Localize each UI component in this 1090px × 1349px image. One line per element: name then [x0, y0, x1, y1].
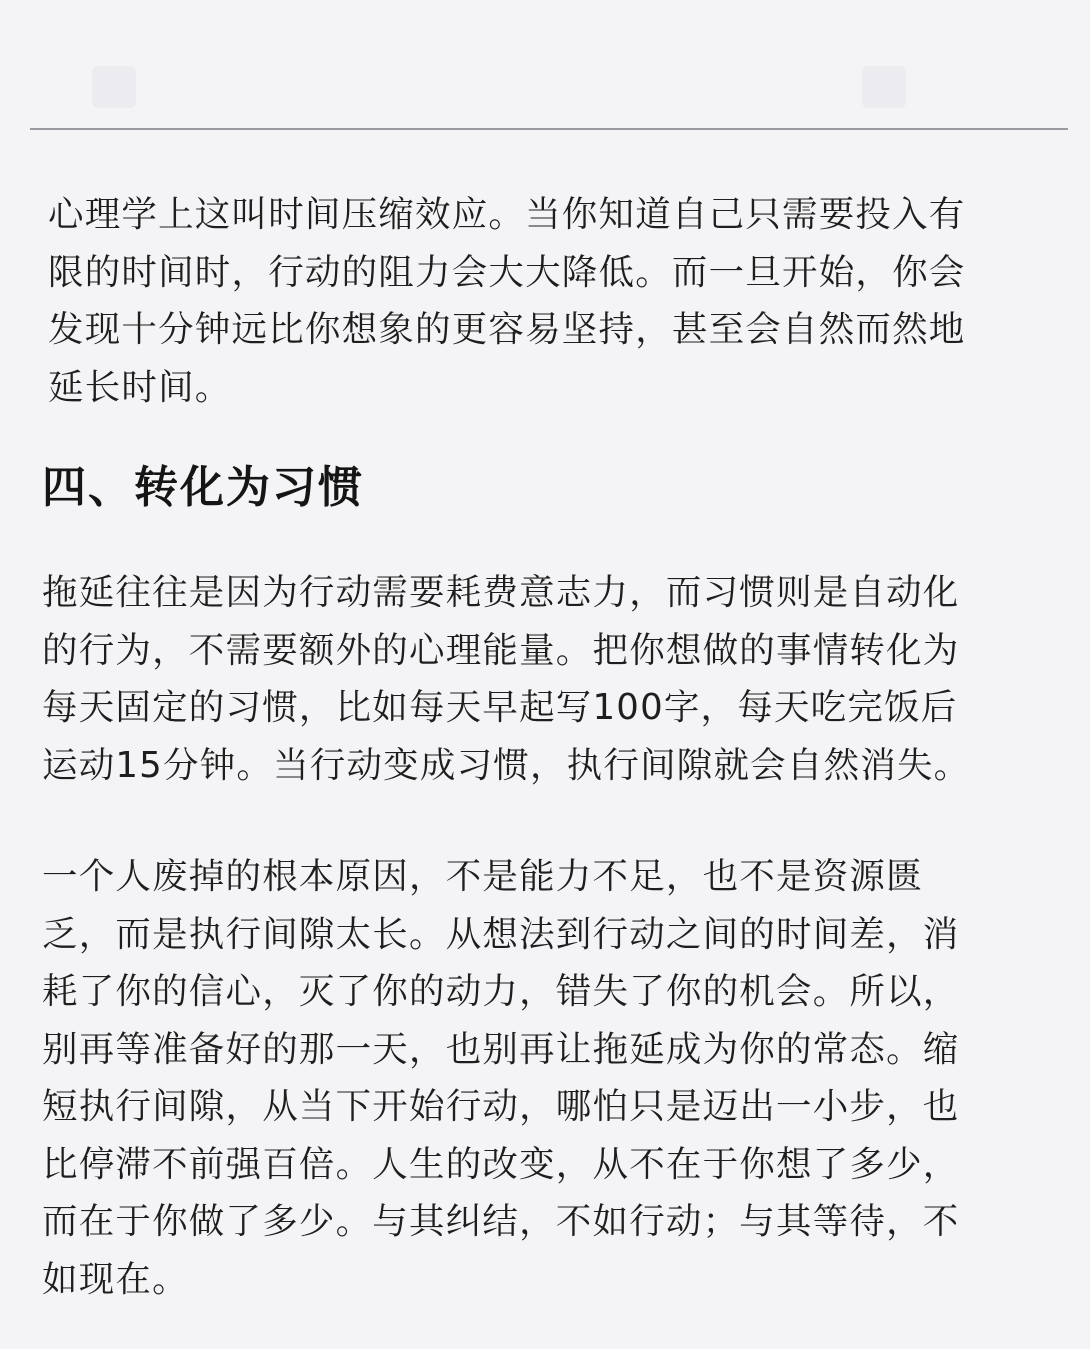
paragraph-3-line: 一个人废掉的根本原因，不是能力不足，也不是资源匮 [42, 856, 923, 897]
paragraph-3-line: 而在于你做了多少。与其纠结，不如行动；与其等待，不 [42, 1201, 960, 1242]
paragraph-1 [48, 186, 966, 416]
paragraph-3-line: 乏，而是执行间隙太长。从想法到行动之间的时间差，消 [42, 913, 960, 955]
paragraph-3-line: 如现在。 [42, 1258, 189, 1300]
paragraph-2-line: 拖延往往是因为行动需要耗费意志力，而习惯则是自动化 [42, 572, 960, 613]
paragraph-1-line: 限的时间时，行动的阻力会大大降低。而一旦开始，你会 [48, 251, 966, 293]
faded-square-icon [862, 66, 906, 108]
paragraph-2-line: 每天固定的习惯，比如每天早起写100字，每天吃完饭后 [42, 687, 958, 728]
paragraph-1-line: 发现十分钟远比你想象的更容易坚持，甚至会自然而然地 [48, 309, 966, 350]
paragraph-1-line: 延长时间。 [48, 366, 232, 408]
paragraph-3 [42, 848, 960, 1308]
paragraph-2 [42, 564, 970, 794]
paragraph-2-line: 的行为，不需要额外的心理能量。把你想做的事情转化为 [42, 629, 960, 671]
faded-logo-icon [92, 66, 136, 108]
paragraph-3-line: 耗了你的信心，灭了你的动力，错失了你的机会。所以， [42, 971, 960, 1012]
paragraph-3-line: 比停滞不前强百倍。人生的改变，从不在于你想了多少， [42, 1143, 960, 1185]
section-heading: 四、转化为习惯 [42, 462, 364, 513]
paragraph-3-line: 别再等准备好的那一天，也别再让拖延成为你的常态。缩 [42, 1028, 960, 1070]
paragraph-2-line: 运动15分钟。当行动变成习惯，执行间隙就会自然消失。 [42, 744, 971, 786]
paragraph-3-line: 短执行间隙，从当下开始行动，哪怕只是迈出一小步，也 [42, 1086, 960, 1127]
paragraph-1-line: 心理学上这叫时间压缩效应。当你知道自己只需要投入有 [48, 194, 966, 235]
top-area [0, 0, 1090, 128]
divider [30, 128, 1068, 130]
